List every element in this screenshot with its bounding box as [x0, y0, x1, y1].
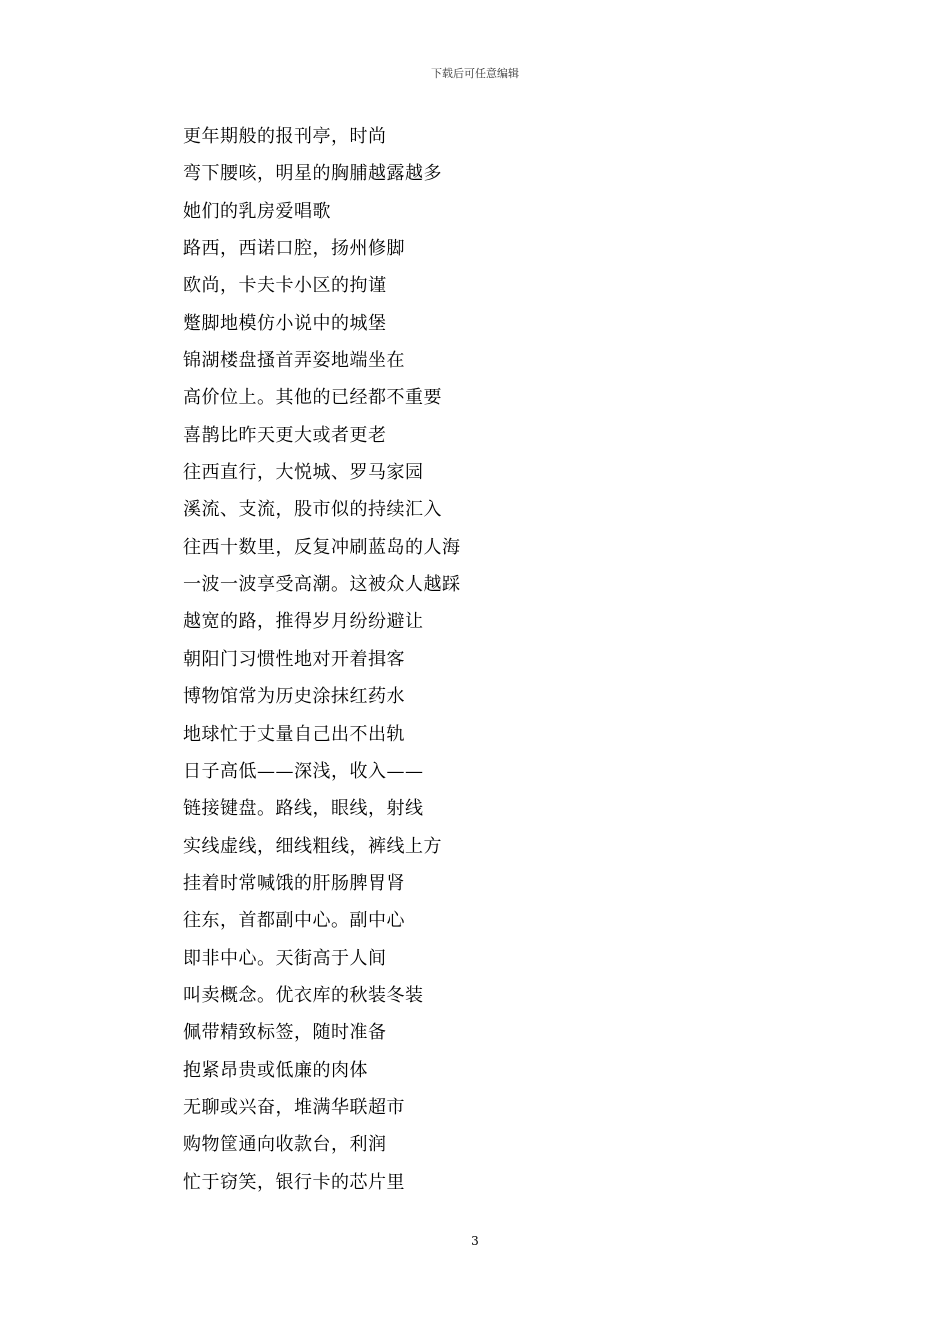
poem-line: 弯下腰咳，明星的胸脯越露越多: [183, 163, 442, 185]
poem-line: 越宽的路，推得岁月纷纷避让: [183, 611, 424, 633]
poem-line: 高价位上。其他的已经都不重要: [183, 387, 442, 409]
poem-line: 一波一波享受高潮。这被众人越踩: [183, 574, 461, 596]
poem-line: 地球忙于丈量自己出不出轨: [183, 723, 405, 745]
poem-line: 她们的乳房爱唱歌: [183, 200, 331, 222]
poem-text: [183, 124, 461, 1207]
poem-line: 忙于窃笑，银行卡的芯片里: [183, 1171, 405, 1193]
poem-line: 挂着时常喊饿的肝肠脾胃肾: [183, 872, 405, 894]
poem-line: 朝阳门习惯性地对开着揖客: [183, 648, 405, 670]
poem-line: 蹩脚地模仿小说中的城堡: [183, 312, 387, 334]
poem-line: 日子高低——深浅，收入——: [183, 760, 424, 782]
poem-line: 叫卖概念。优衣库的秋装冬装: [183, 984, 424, 1006]
poem-line: 往西十数里，反复冲刷蓝岛的人海: [183, 536, 461, 558]
poem-line: 路西，西诺口腔，扬州修脚: [183, 238, 405, 260]
poem-line: 欧尚，卡夫卡小区的拘谨: [183, 275, 387, 297]
poem-line: 往西直行，大悦城、罗马家园: [183, 462, 424, 484]
poem-line: 购物筐通向收款台，利润: [183, 1134, 387, 1156]
poem-line: 实线虚线，细线粗线，裤线上方: [183, 835, 442, 857]
page-header: 下载后可任意编辑: [431, 67, 519, 80]
poem-line: 锦湖楼盘搔首弄姿地端坐在: [183, 350, 405, 372]
poem-line: 喜鹊比昨天更大或者更老: [183, 424, 387, 446]
poem-line: 无聊或兴奋，堆满华联超市: [183, 1096, 405, 1118]
page-number: 3: [471, 1234, 479, 1248]
poem-line: 佩带精致标签，随时准备: [183, 1022, 387, 1044]
poem-line: 抱紧昂贵或低廉的肉体: [183, 1059, 368, 1081]
poem-line: 即非中心。天街高于人间: [183, 947, 387, 969]
poem-line: 更年期般的报刊亭，时尚: [183, 126, 387, 147]
poem-line: 往东，首都副中心。副中心: [183, 910, 405, 932]
poem-line: 链接键盘。路线，眼线，射线: [183, 798, 424, 820]
poem-line: 溪流、支流，股市似的持续汇入: [183, 499, 442, 521]
poem-line: 博物馆常为历史涂抹红药水: [183, 686, 405, 708]
